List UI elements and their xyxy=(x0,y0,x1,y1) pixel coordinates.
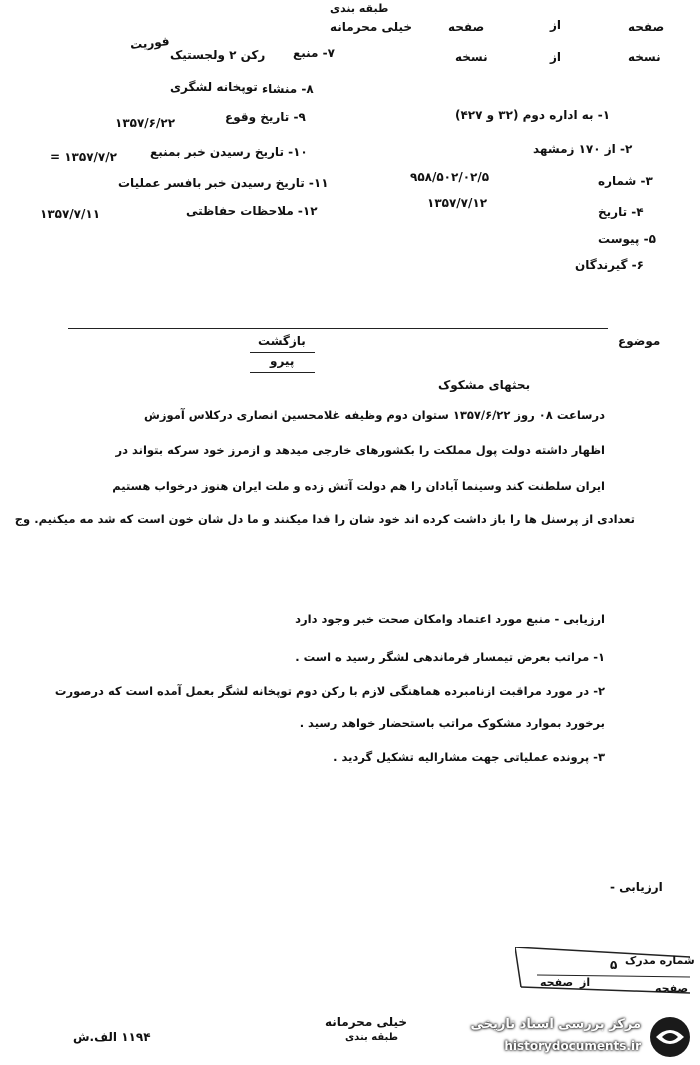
page-label-2: صفحه xyxy=(448,20,485,34)
evaluation-item-1: ۱- مراتب بعرض تیمسار فرماندهی لشگر رسید ه است . xyxy=(295,650,605,664)
archive-logo-icon xyxy=(648,1015,693,1060)
left-field-9-label: ۹- تاریخ وقوع xyxy=(225,110,306,124)
right-field-1: ۱- به اداره دوم (۳۲ و ۴۲۷) xyxy=(455,108,611,122)
watermark-line-1: مرکز بررسی اسناد تاریخی xyxy=(470,1017,641,1032)
footer-page-label-2: صفحه xyxy=(655,982,689,995)
page-of-label: از xyxy=(550,18,562,32)
reference-underline xyxy=(250,352,315,353)
left-field-7-label: ۷- منبع xyxy=(293,46,335,60)
left-field-9-value: ۱۳۵۷/۶/۲۲ xyxy=(115,116,176,130)
body-title: بحثهای مشکوک xyxy=(438,378,531,392)
classification-value: خیلی محرمانه xyxy=(330,20,413,34)
reference-label: بازگشت xyxy=(258,334,306,348)
handwritten-urgency: فوریت xyxy=(129,33,171,53)
copy-value: نسخه xyxy=(455,50,488,64)
right-field-3-value: ۹۵۸/۵۰۲/۰۲/۵ xyxy=(410,170,490,184)
body-line-4: تعدادی از پرسنل ها را باز داشت کرده اند خود شان را فدا میکنند و ما دل شان خون است که شد مه میکنیم. وج xyxy=(14,512,635,526)
evaluation-item-3: ۳- پرونده عملیاتی جهت مشارالیه تشکیل گردید . xyxy=(333,750,605,764)
right-field-6: ۶- گیرندگان xyxy=(575,258,644,272)
reference-value: پیرو xyxy=(270,354,295,368)
evaluation-item-2: ۲- در مورد مراقبت ازنامبرده هماهنگی لازم با رکن دوم توپخانه لشگر بعمل آمده است که درصورت xyxy=(54,684,605,698)
right-field-2: ۲- از ۱۷۰ زمشهد xyxy=(533,142,633,156)
copy-of-label: از xyxy=(550,50,562,64)
document-number-value: ۵ xyxy=(610,958,618,972)
evaluation-item-2-cont: برخورد بموارد مشکوک مراتب باستحضار خواهد رسید . xyxy=(299,716,605,730)
left-field-8-label: ۸- منشاء xyxy=(262,82,314,96)
right-field-4-value: ۱۳۵۷/۷/۱۲ xyxy=(427,196,488,210)
watermark-line-2: historydocuments.ir xyxy=(504,1039,641,1053)
left-field-7-value: رکن ۲ ولجستیک xyxy=(170,48,266,62)
footer-classification: طبقه بندی xyxy=(345,1032,399,1043)
document-number-label: شماره مدرک xyxy=(625,954,695,967)
right-field-3-label: ۳- شماره xyxy=(598,174,653,188)
left-field-10-value: ۱۳۵۷/۷/۲ = xyxy=(50,150,117,164)
watermark xyxy=(393,1015,693,1060)
copy-label: نسخه xyxy=(628,50,661,64)
subject-divider xyxy=(68,328,608,329)
body-line-3: ایران سلطنت کند وسینما آبادان را هم دولت آتش زده و ملت ایران هنوز درخواب هستیم xyxy=(112,479,605,493)
body-line-1: درساعت ۰۸ روز ۱۳۵۷/۶/۲۲ ستوان دوم وظیفه غلامحسین انصاری درکلاس آموزش xyxy=(144,408,605,422)
subject-label: موضوع xyxy=(618,334,661,348)
footer-serial: ۱۱۹۴ الف.ش xyxy=(73,1030,151,1044)
right-field-5: ۵- پیوست xyxy=(598,232,656,246)
footer-classification-value: خیلی محرمانه xyxy=(325,1015,408,1029)
left-field-12-value: ۱۳۵۷/۷/۱۱ xyxy=(40,207,101,221)
footer-evaluation-label: ارزیابی - xyxy=(610,880,663,894)
right-field-4-label: ۴- تاریخ xyxy=(598,205,644,219)
page-label: صفحه xyxy=(628,20,665,34)
evaluation-intro: ارزیابی - منبع مورد اعتماد وامکان صحت خبر وجود دارد xyxy=(295,612,605,626)
footer-page-of: از xyxy=(580,976,591,989)
classification-top: طبقه بندی xyxy=(330,2,389,15)
left-field-8-value: توپخانه لشگری xyxy=(170,80,258,94)
left-field-12-label: ۱۲- ملاحظات حفاظتی xyxy=(186,204,318,218)
footer-page-label: صفحه xyxy=(540,976,574,989)
body-line-2: اظهار داشته دولت پول مملکت را بکشورهای خارجی میدهد و ازمرز خود سرکه بتواند در xyxy=(115,443,605,457)
reference-underline-2 xyxy=(250,372,315,373)
left-field-10-label: ۱۰- تاریخ رسیدن خبر بمنبع xyxy=(150,145,308,159)
left-field-11-label: ۱۱- تاریخ رسیدن خبر بافسر عملیات xyxy=(118,176,329,190)
